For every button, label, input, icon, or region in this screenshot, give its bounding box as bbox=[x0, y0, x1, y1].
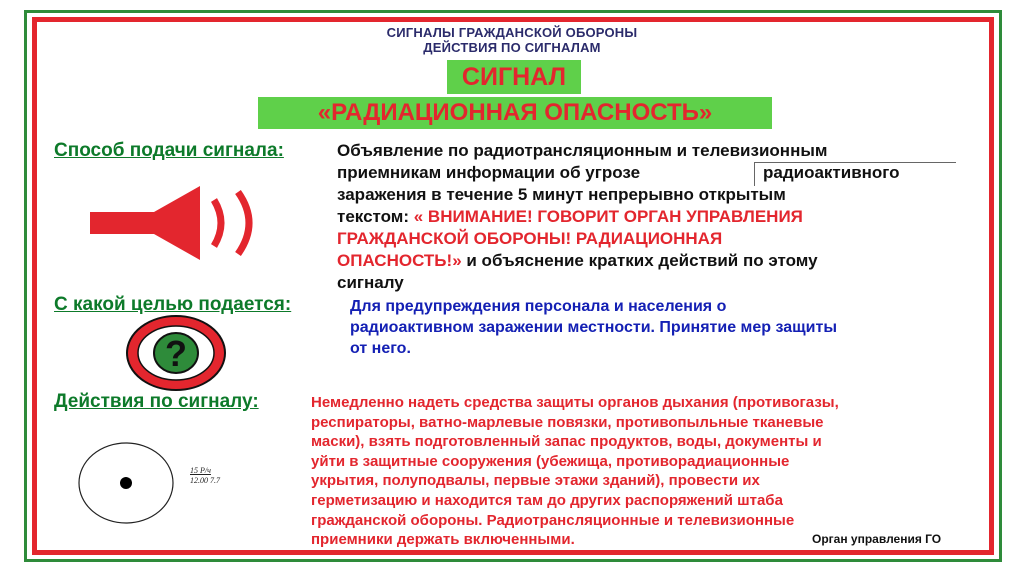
purpose-label: С какой целью подается: bbox=[54, 294, 292, 315]
purpose-line-3: от него. bbox=[350, 340, 411, 357]
svg-text:?: ? bbox=[165, 333, 187, 374]
purpose-line-1: Для предупреждения персонала и населения о bbox=[350, 298, 727, 315]
map-stamp-dose: 15 Р/ч bbox=[190, 466, 211, 475]
method-label bbox=[54, 140, 284, 162]
actions-line: маски), взять подготовленный запас продуктов, воды, документы и bbox=[311, 433, 822, 451]
signature: Орган управления ГО bbox=[812, 532, 942, 546]
method-label-colon: : bbox=[277, 140, 284, 161]
actions-line: Немедленно надеть средства защиты органов дыхания (противогазы, bbox=[311, 394, 839, 411]
question-sign-icon bbox=[124, 313, 228, 393]
actions-line: укрытия, полуподвалы, первые этажи зданий), провести их bbox=[311, 472, 760, 490]
purpose-line-2: радиоактивном заражении местности. Принятие мер защиты bbox=[350, 319, 837, 336]
method-label-text: Способ подачи сигнала bbox=[54, 140, 278, 161]
actions-text bbox=[311, 393, 839, 550]
method-line-4a: текстом: bbox=[337, 207, 414, 226]
radiation-zone-icon bbox=[76, 440, 178, 526]
method-line-3: заражения в течение 5 минут непрерывно открытым bbox=[337, 185, 786, 204]
actions-line: гражданской обороны. Радиотрансляционные и телевизионные bbox=[311, 511, 795, 529]
header-line-1: СИГНАЛЫ ГРАЖДАНСКОЙ ОБОРОНЫ bbox=[386, 25, 638, 40]
actions-line: респираторы, ватно-марлевые повязки, противопыльные тканевые bbox=[311, 413, 824, 431]
method-line-4 bbox=[337, 206, 803, 228]
loudspeaker-icon bbox=[88, 182, 274, 264]
method-line-6 bbox=[337, 250, 818, 272]
announcement-line-2: ГРАЖДАНСКОЙ ОБОРОНЫ! РАДИАЦИОННАЯ bbox=[337, 229, 723, 248]
header-line-2: ДЕЙСТВИЯ ПО СИГНАЛАМ bbox=[423, 40, 601, 55]
actions-line: герметизацию и находится там до других распоряжений штаба bbox=[311, 491, 783, 509]
method-line-2b: радиоактивного bbox=[763, 163, 900, 182]
method-line-2a: приемникам информации об угрозе bbox=[337, 163, 641, 182]
map-stamp-time: 12.00 7.7 bbox=[190, 476, 220, 485]
method-line-2 bbox=[337, 162, 640, 184]
signal-name-banner: «РАДИАЦИОННАЯ ОПАСНОСТЬ» bbox=[258, 97, 772, 129]
announcement-line-3: ОПАСНОСТЬ!» bbox=[337, 251, 462, 270]
method-line-7: сигналу bbox=[337, 273, 404, 292]
method-line-1: Объявление по радиотрансляционным и телевизионным bbox=[337, 141, 828, 160]
actions-line: приемники держать включенными. bbox=[311, 531, 575, 549]
actions-line: уйти в защитные сооружения (убежища, противорадиационные bbox=[311, 452, 790, 470]
actions-label: Действия по сигналу: bbox=[54, 391, 259, 412]
announcement-line-1: « ВНИМАНИЕ! ГОВОРИТ ОРГАН УПРАВЛЕНИЯ bbox=[413, 207, 803, 226]
signal-banner: СИГНАЛ bbox=[447, 60, 581, 94]
method-line-6b: и объяснение кратких действий по этому bbox=[461, 251, 818, 270]
